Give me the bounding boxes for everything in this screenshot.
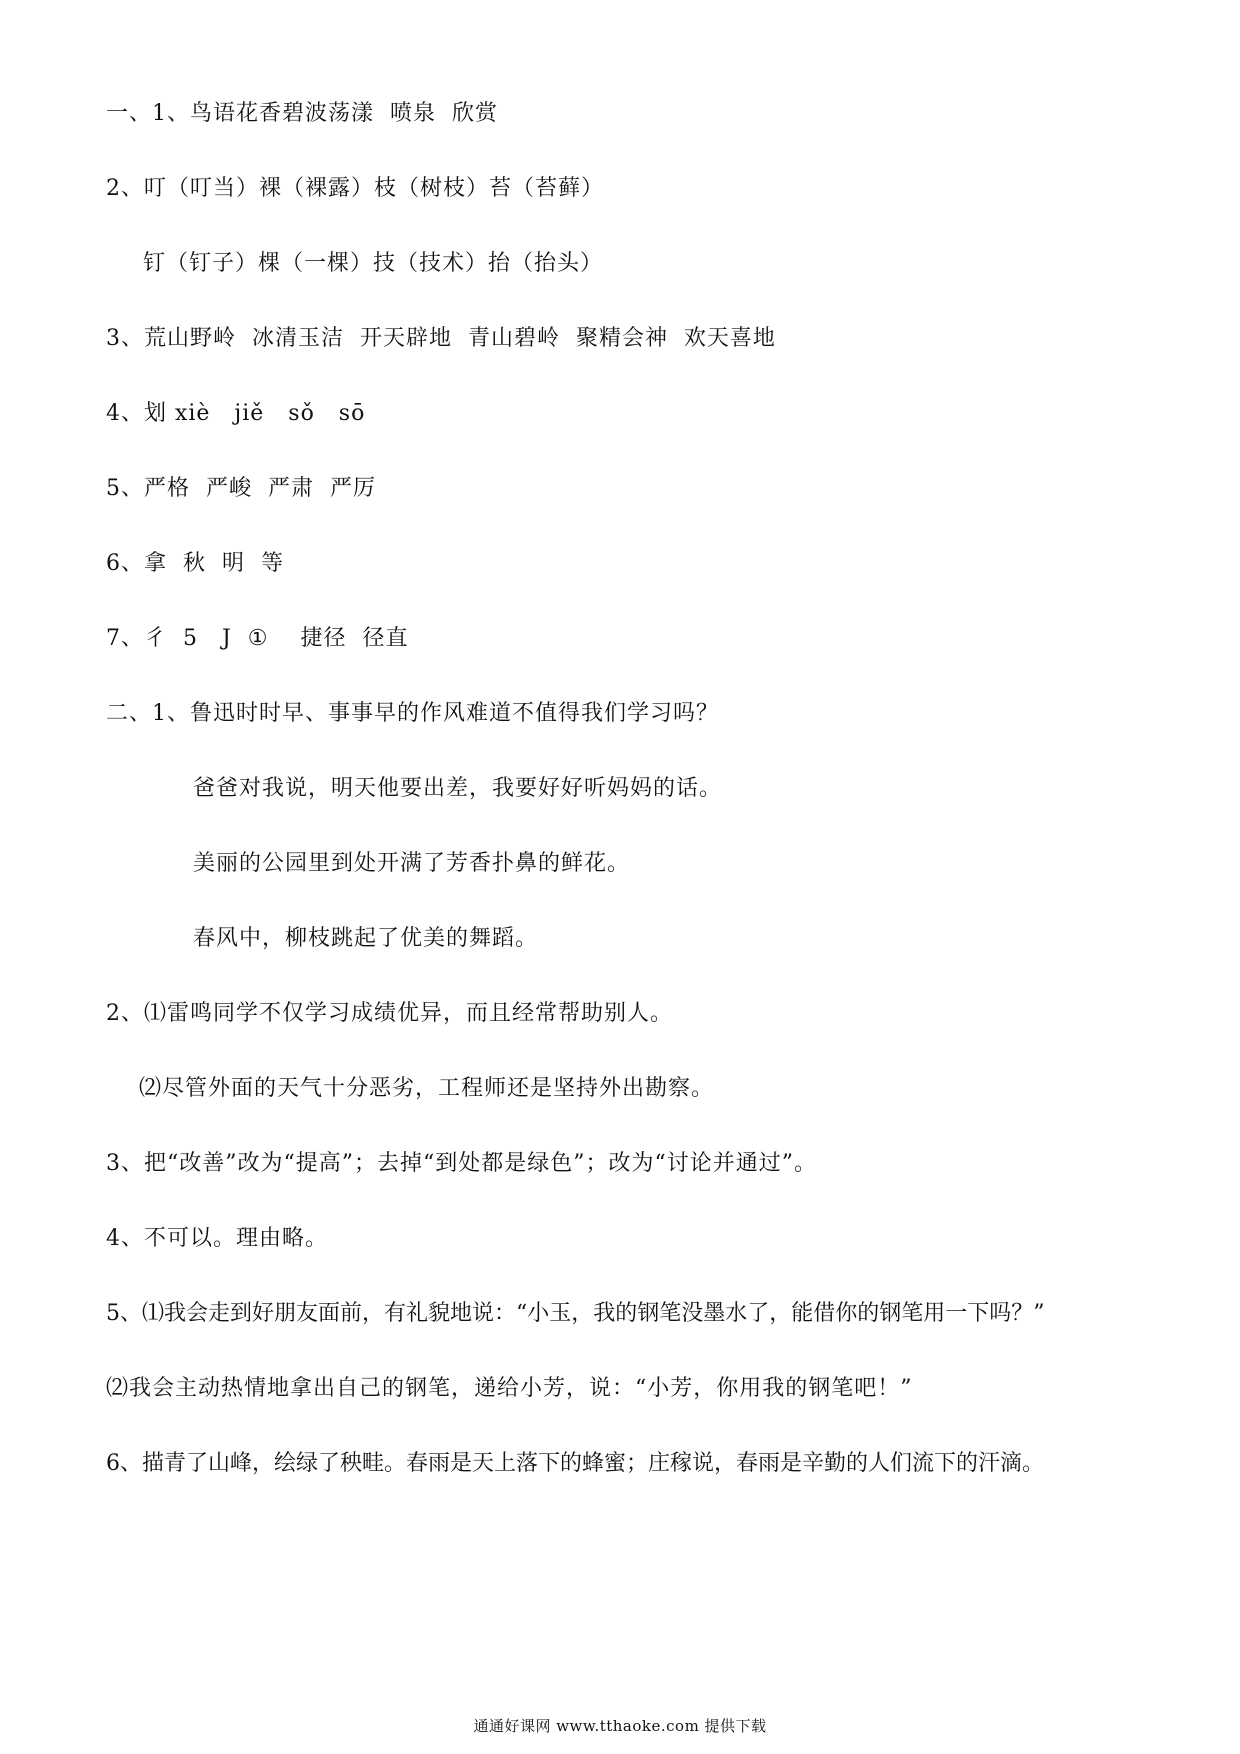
answer-line-2-2a: 2、⑴雷鸣同学不仅学习成绩优异，而且经常帮助别人。 (106, 1001, 673, 1026)
answer-line-2-2b: ⑵尽管外面的天气十分恶劣，工程师还是坚持外出勘察。 (139, 1076, 715, 1101)
footer-source: 通通好课网 www.tthaoke.com 提供下载 (473, 1717, 767, 1735)
answer-line-2-1b: 爸爸对我说，明天他要出差，我要好好听妈妈的话。 (193, 776, 723, 801)
answer-line-1-2b: 钉（钉子）棵（一棵）技（技术）抬（抬头） (143, 251, 604, 276)
answer-line-2-5b: ⑵我会主动热情地拿出自己的钢笔，递给小芳，说：“小芳，你用我的钢笔吧！” (106, 1376, 913, 1401)
answer-line-1-7: 7、彳 5 J ① 捷径 径直 (106, 626, 409, 651)
answer-line-1-1: 一、1、鸟语花香碧波荡漾 喷泉 欣赏 (106, 101, 498, 126)
answer-line-2-4: 4、不可以。理由略。 (106, 1226, 328, 1251)
answer-line-1-3: 3、荒山野岭 冰清玉洁 开天辟地 青山碧岭 聚精会神 欢天喜地 (106, 326, 776, 351)
answer-line-1-2a: 2、叮（叮当）裸（裸露）枝（树枝）苔（苔藓） (106, 176, 604, 201)
answer-line-2-3: 3、把“改善”改为“提高”；去掉“到处都是绿色”；改为“讨论并通过”。 (106, 1151, 817, 1176)
answer-line-1-4: 4、划 xiè jiě sǒ sō (106, 401, 366, 426)
answer-line-2-6: 6、描青了山峰，绘绿了秧畦。春雨是天上落下的蜂蜜；庄稼说，春雨是辛勤的人们流下的汗滴。 (106, 1451, 1045, 1476)
answer-line-2-5a: 5、⑴我会走到好朋友面前，有礼貌地说：“小玉，我的钢笔没墨水了，能借你的钢笔用一下吗？” (106, 1301, 1045, 1326)
answer-line-1-5: 5、严格 严峻 严肃 严厉 (106, 476, 376, 501)
answer-line-1-6: 6、拿 秋 明 等 (106, 551, 284, 576)
answer-line-2-1d: 春风中，柳枝跳起了优美的舞蹈。 (193, 926, 539, 951)
answer-line-2-1c: 美丽的公园里到处开满了芳香扑鼻的鲜花。 (193, 851, 631, 876)
answer-line-2-1a: 二、1、鲁迅时时早、事事早的作风难道不值得我们学习吗？ (106, 701, 719, 726)
